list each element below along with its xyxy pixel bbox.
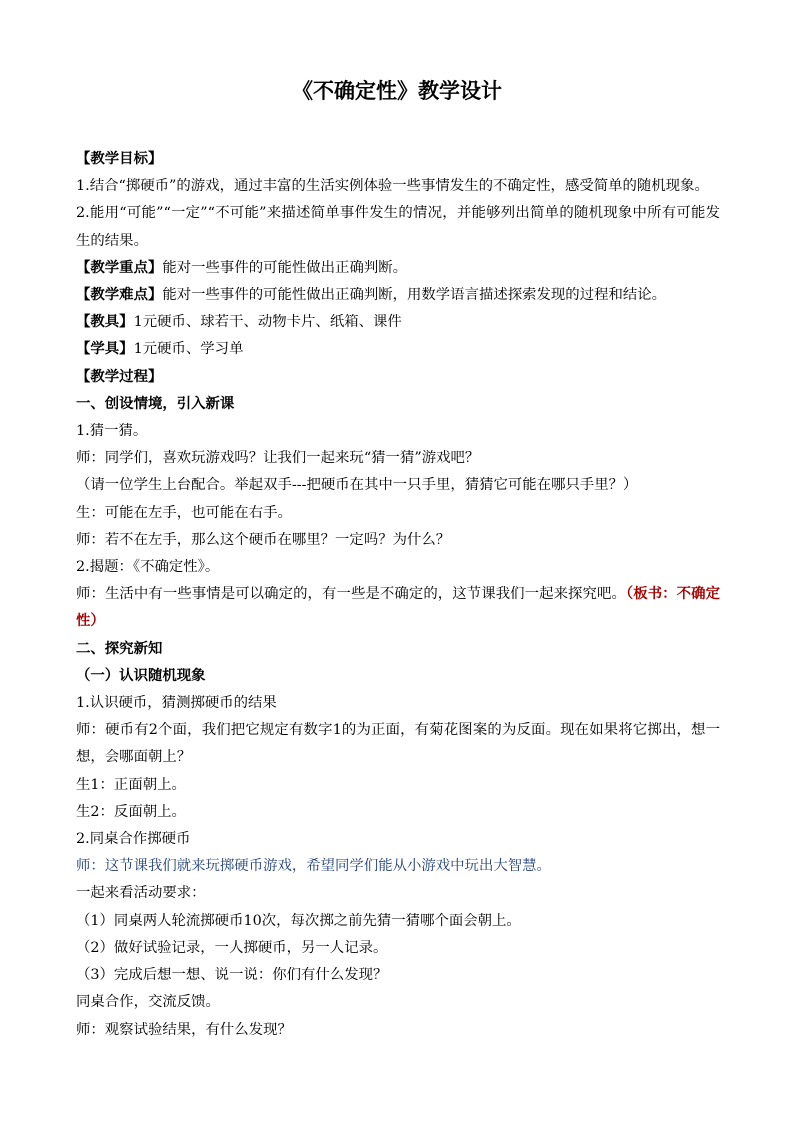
paragraph: 同桌合作，交流反馈。 bbox=[76, 994, 220, 1011]
key-point-text: 能对一些事件的可能性做出正确判断。 bbox=[162, 259, 408, 276]
paragraph: 师：观察试验结果，有什么发现？ bbox=[76, 1021, 292, 1038]
paragraph: 1.猜一猜。 bbox=[76, 423, 148, 440]
paragraph: 生2：反面朝上。 bbox=[76, 803, 186, 820]
paragraph: 2.同桌合作掷硬币 bbox=[76, 831, 191, 848]
paragraph: 生：可能在左手，也可能在右手。 bbox=[76, 504, 292, 521]
paragraph: （3）完成后想一想、说一说：你们有什么发现？ bbox=[76, 967, 388, 984]
paragraph: 师：同学们，喜欢玩游戏吗？让我们一起来玩“猜一猜”游戏吧？ bbox=[76, 450, 480, 467]
key-point-heading: 【教学重点】 bbox=[76, 259, 163, 276]
paragraph: 1.认识硬币，猜测掷硬币的结果 bbox=[76, 695, 277, 712]
section-heading-goals: 【教学目标】 bbox=[76, 151, 163, 167]
student-tools bbox=[76, 336, 720, 363]
paragraph-text: 师：生活中有一些事情是可以确定的，有一些是不确定的，这节课我们一起来探究吧。 bbox=[76, 586, 626, 603]
paragraph: （请一位学生上台配合。举起双手---把硬币在其中一只手里，猜猜它可能在哪只手里？） bbox=[76, 477, 638, 494]
student-tools-text: 1元硬币、学习单 bbox=[133, 341, 244, 358]
paragraph: （2）做好试验记录，一人掷硬币，另一人记录。 bbox=[76, 939, 388, 956]
paragraph: 师：硬币有2个面，我们把它规定有数字1的为正面，有菊花图案的为反面。现在如果将它掷出，想一想，会哪面朝上？ bbox=[76, 722, 720, 766]
difficulty-text: 能对一些事件的可能性做出正确判断，用数学语言描述探索发现的过程和结论。 bbox=[162, 287, 667, 304]
difficulty-point bbox=[76, 282, 720, 309]
sub-heading: （一）认识随机现象 bbox=[76, 667, 206, 684]
paragraph: （1）同桌两人轮流掷硬币10次，每次掷之前先猜一猜哪个面会朝上。 bbox=[76, 912, 521, 929]
paragraph: 一起来看活动要求： bbox=[76, 885, 206, 902]
paragraph: 师：这节课我们就来玩掷硬币游戏，希望同学们能从小游戏中玩出大智慧。 bbox=[76, 858, 551, 875]
paragraph: 2.揭题：《不确定性》。 bbox=[76, 559, 220, 576]
paragraph bbox=[76, 581, 720, 635]
paragraph: 师：若不在左手，那么这个硬币在哪里？一定吗？为什么？ bbox=[76, 531, 451, 548]
student-tools-heading: 【学具】 bbox=[76, 341, 134, 358]
section-heading-process: 【教学过程】 bbox=[76, 368, 163, 385]
goal-item-2: 2.能用“可能”“一定”“不可能”来描述简单事件发生的情况，并能够列出简单的随机现象中所有可能发生的结果。 bbox=[76, 205, 720, 249]
paragraph: 生1：正面朝上。 bbox=[76, 776, 186, 793]
teaching-tools-text: 1元硬币、球若干、动物卡片、纸箱、课件 bbox=[133, 314, 402, 331]
part-heading-2: 二、探究新知 bbox=[76, 640, 163, 657]
teaching-tools bbox=[76, 309, 720, 336]
goal-item-1: 1.结合“掷硬币”的游戏，通过丰富的生活实例体验一些事情发生的不确定性，感受简单的随机现象。 bbox=[76, 178, 709, 195]
part-heading-1: 一、创设情境，引入新课 bbox=[76, 395, 235, 412]
teaching-tools-heading: 【教具】 bbox=[76, 314, 134, 331]
page-title: 《不确定性》教学设计 bbox=[292, 79, 502, 103]
difficulty-heading: 【教学难点】 bbox=[76, 287, 163, 304]
board-note: （板书：不确定性） bbox=[76, 586, 720, 630]
document-body bbox=[76, 146, 720, 1044]
key-point bbox=[76, 255, 720, 282]
